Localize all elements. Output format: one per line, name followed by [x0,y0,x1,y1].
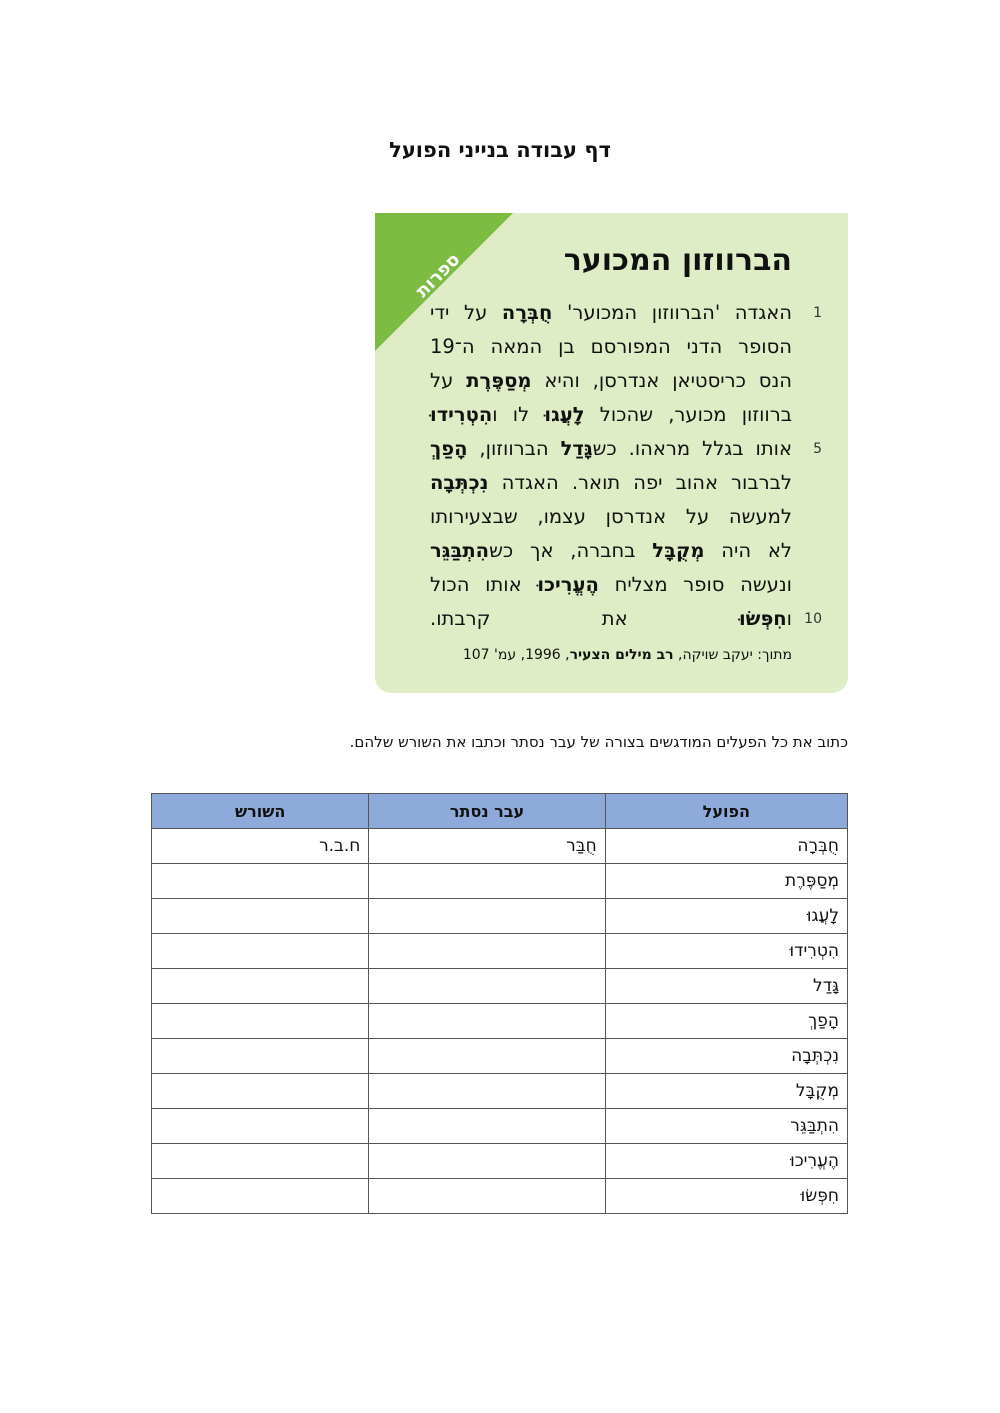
table-row [152,1039,848,1074]
passage-line [430,568,792,602]
highlighted-verb: חִפְּשׂוּ [738,607,787,630]
passage-lines [430,296,822,636]
past-tense-cell[interactable] [369,1179,605,1214]
past-tense-cell[interactable] [369,899,605,934]
passage-text: את קרבתו. [430,607,739,630]
root-cell[interactable] [152,1004,369,1039]
verb-cell[interactable]: נִכְתְּבָה [605,1039,847,1074]
line-number: 10 [804,611,822,627]
passage-text: לברבור אהוב יפה תואר. האגדה [488,471,792,494]
literature-corner-label: ספרות [411,249,465,302]
root-cell[interactable] [152,969,369,1004]
source-suffix: , 1996, עמ' 107 [462,647,570,663]
table-row [152,829,848,864]
highlighted-verb: חֻבְּרָה [501,301,553,324]
header-past: עבר נסתר [369,794,605,829]
table-row [152,1109,848,1144]
past-tense-cell[interactable] [369,969,605,1004]
root-cell[interactable] [152,1074,369,1109]
passage-text: למעשה על אנדרסן עצמו, שבצעירותו [430,505,792,528]
passage-line [430,500,792,534]
highlighted-verb: הִטְרִידוּ [430,403,493,426]
verbs-table [151,793,848,1214]
verb-cell[interactable]: מְקֻבָּל [605,1074,847,1109]
passage-box [375,213,848,693]
root-cell[interactable] [152,934,369,969]
root-cell[interactable] [152,1109,369,1144]
source-citation [463,647,792,663]
root-cell[interactable] [152,1144,369,1179]
passage-line [430,534,792,568]
table-header-row [152,794,848,829]
table-row [152,1144,848,1179]
root-cell[interactable]: ח.ב.ר [152,829,369,864]
passage-text: האגדה 'הברווזון המכוער' [552,301,793,324]
root-cell[interactable] [152,864,369,899]
verb-cell[interactable]: חֻבְּרָה [605,829,847,864]
line-number: 5 [813,441,822,457]
passage-line [430,296,822,330]
verb-cell[interactable]: הִתְבַּגֵּר [605,1109,847,1144]
root-cell[interactable] [152,899,369,934]
story-title: הברווזון המכוער [563,243,792,278]
verb-cell[interactable]: הָפַךְ [605,1004,847,1039]
header-verb: הפועל [605,794,847,829]
passage-text: ברווזון מכוער, שהכול [584,403,792,426]
table-row [152,1074,848,1109]
passage-text: אותו הכול [430,573,538,596]
root-cell[interactable] [152,1039,369,1074]
verb-cell[interactable]: גָּדַל [605,969,847,1004]
past-tense-cell[interactable] [369,934,605,969]
past-tense-cell[interactable] [369,1144,605,1179]
passage-text: על ידי [430,301,502,324]
table-row [152,934,848,969]
passage-text: אותו בגלל מראהו. כש [592,437,792,460]
passage-text: לא היה [704,539,792,562]
root-cell[interactable] [152,1179,369,1214]
verb-cell[interactable]: הֶעֱרִיכוּ [605,1144,847,1179]
past-tense-cell[interactable] [369,1004,605,1039]
source-prefix: מתוך: יעקב שויקה, [673,647,792,663]
passage-line [430,432,822,466]
verb-cell[interactable]: חִפְּשׂוּ [605,1179,847,1214]
passage-line [430,330,792,364]
passage-text: ו [786,607,792,630]
highlighted-verb: מְקֻבָּל [652,539,705,562]
passage-text: הסופר הדני המפורסם בן המאה ה־19 [430,335,792,358]
table-row [152,864,848,899]
line-number: 1 [813,305,822,321]
past-tense-cell[interactable] [369,1039,605,1074]
highlighted-verb: לָעֲגוּ [544,403,585,426]
passage-line [430,466,792,500]
page-title: דף עבודה בנייני הפועל [389,138,611,162]
passage-text: על [430,369,467,392]
verb-cell[interactable]: הִטְרִידוּ [605,934,847,969]
highlighted-verb: נִכְתְּבָה [430,471,489,494]
instruction-text: כתוב את כל הפעלים המודגשים בצורה של עבר נסתר וכתבו את השורש שלהם. [349,733,848,751]
past-tense-cell[interactable] [369,1109,605,1144]
past-tense-cell[interactable]: חֻבַּר [369,829,605,864]
table-row [152,969,848,1004]
source-book: רב מילים הצעיר [569,647,674,663]
highlighted-verb: מְסַפֶּרֶת [466,369,532,392]
header-root: השורש [152,794,369,829]
highlighted-verb: גָּדַל [560,437,593,460]
passage-text: בחברה, אך כש [489,539,653,562]
table-row [152,1179,848,1214]
past-tense-cell[interactable] [369,1074,605,1109]
verb-cell[interactable]: לָעֲגוּ [605,899,847,934]
passage-text: הנס כריסטיאן אנדרסן, והיא [531,369,792,392]
highlighted-verb: הֶעֱרִיכוּ [537,573,599,596]
passage-line [430,398,792,432]
table-row [152,899,848,934]
past-tense-cell[interactable] [369,864,605,899]
highlighted-verb: הָפַךְ [430,437,468,460]
table-row [152,1004,848,1039]
highlighted-verb: הִתְבַּגֵּר [430,539,490,562]
verb-cell[interactable]: מְסַפֶּרֶת [605,864,847,899]
passage-line [430,364,792,398]
passage-text: ונעשה סופר מצליח [598,573,792,596]
passage-text: הברווזון, [467,437,561,460]
passage-text: לו ו [492,403,545,426]
passage-line [430,602,822,636]
